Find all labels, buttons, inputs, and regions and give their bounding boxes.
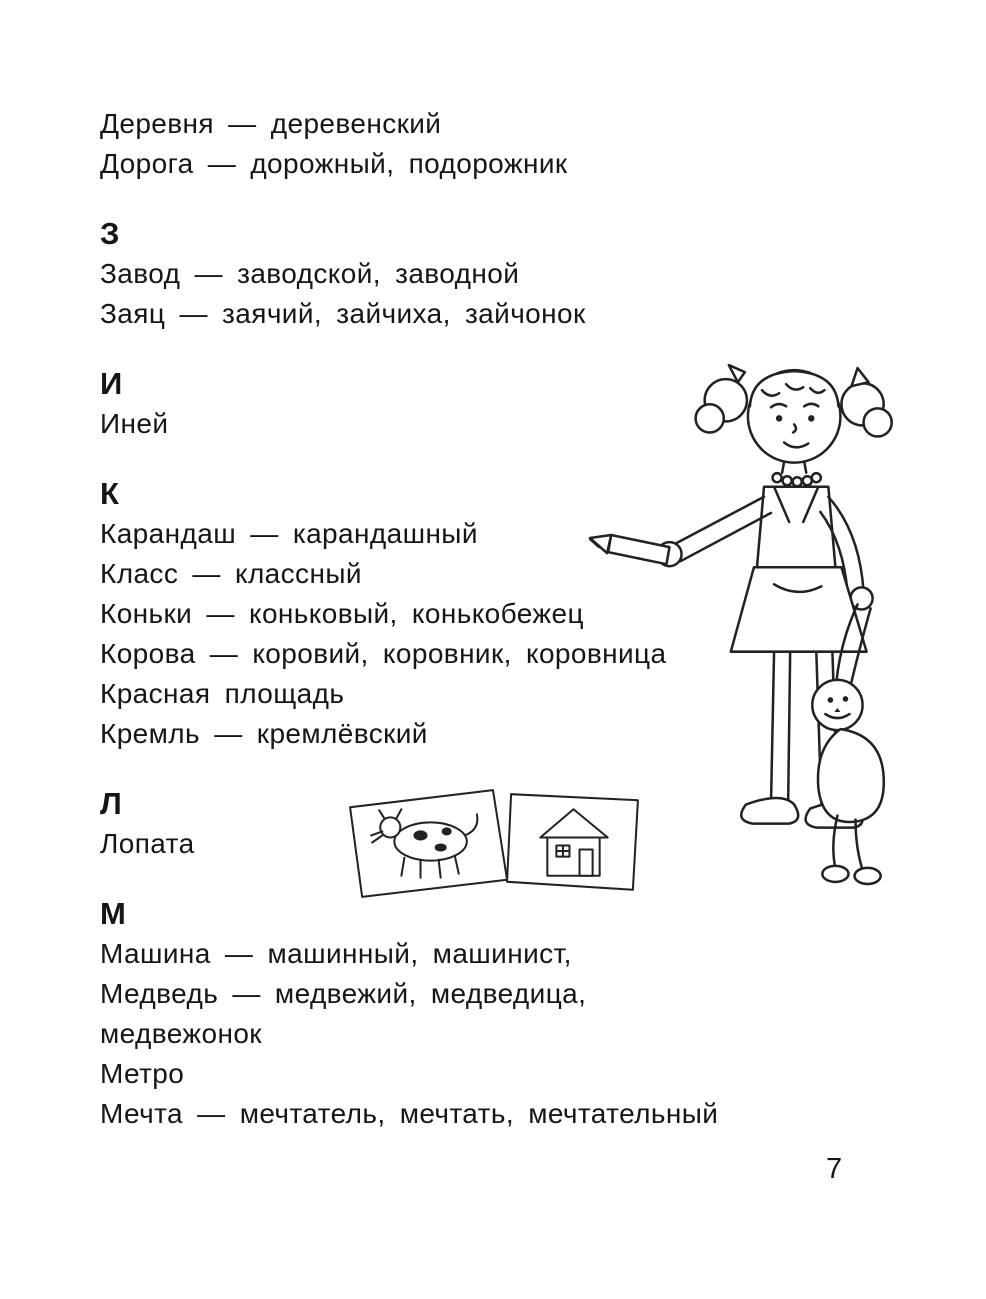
word-entry: медвежонок: [100, 1018, 262, 1049]
word-entry: Корова — коровий, коровник, коровница: [100, 638, 667, 669]
word-entry: Дорога — дорожный, подорожник: [100, 148, 568, 179]
word-entry: Медведь — медвежий, медведица,: [100, 978, 587, 1009]
word-entry: Карандаш — карандашный: [100, 518, 478, 549]
word-entry: Иней: [100, 408, 169, 439]
word-entry: Класс — классный: [100, 558, 362, 589]
word-entry: Кремль — кремлёвский: [100, 718, 428, 749]
word-entry: Красная площадь: [100, 678, 345, 709]
word-entry: Завод — заводской, заводной: [100, 258, 520, 289]
word-list: [100, 104, 840, 1134]
letter-heading-z: З: [100, 216, 121, 251]
word-entry: Заяц — заячий, зайчиха, зайчонок: [100, 298, 586, 329]
page-number: 7: [826, 1153, 843, 1185]
word-entry: Деревня — деревенский: [100, 108, 442, 139]
letter-heading-i: И: [100, 366, 124, 401]
letter-heading-m: М: [100, 896, 127, 931]
word-entry: Лопата: [100, 828, 195, 859]
letter-heading-l: Л: [100, 786, 123, 821]
word-entry: Мечта — мечтатель, мечтать, мечтательный: [100, 1098, 719, 1129]
word-entry: Метро: [100, 1058, 185, 1089]
word-entry: Машина — машинный, машинист,: [100, 938, 572, 969]
word-entry: Коньки — коньковый, конькобежец: [100, 598, 584, 629]
letter-heading-k: К: [100, 476, 120, 511]
